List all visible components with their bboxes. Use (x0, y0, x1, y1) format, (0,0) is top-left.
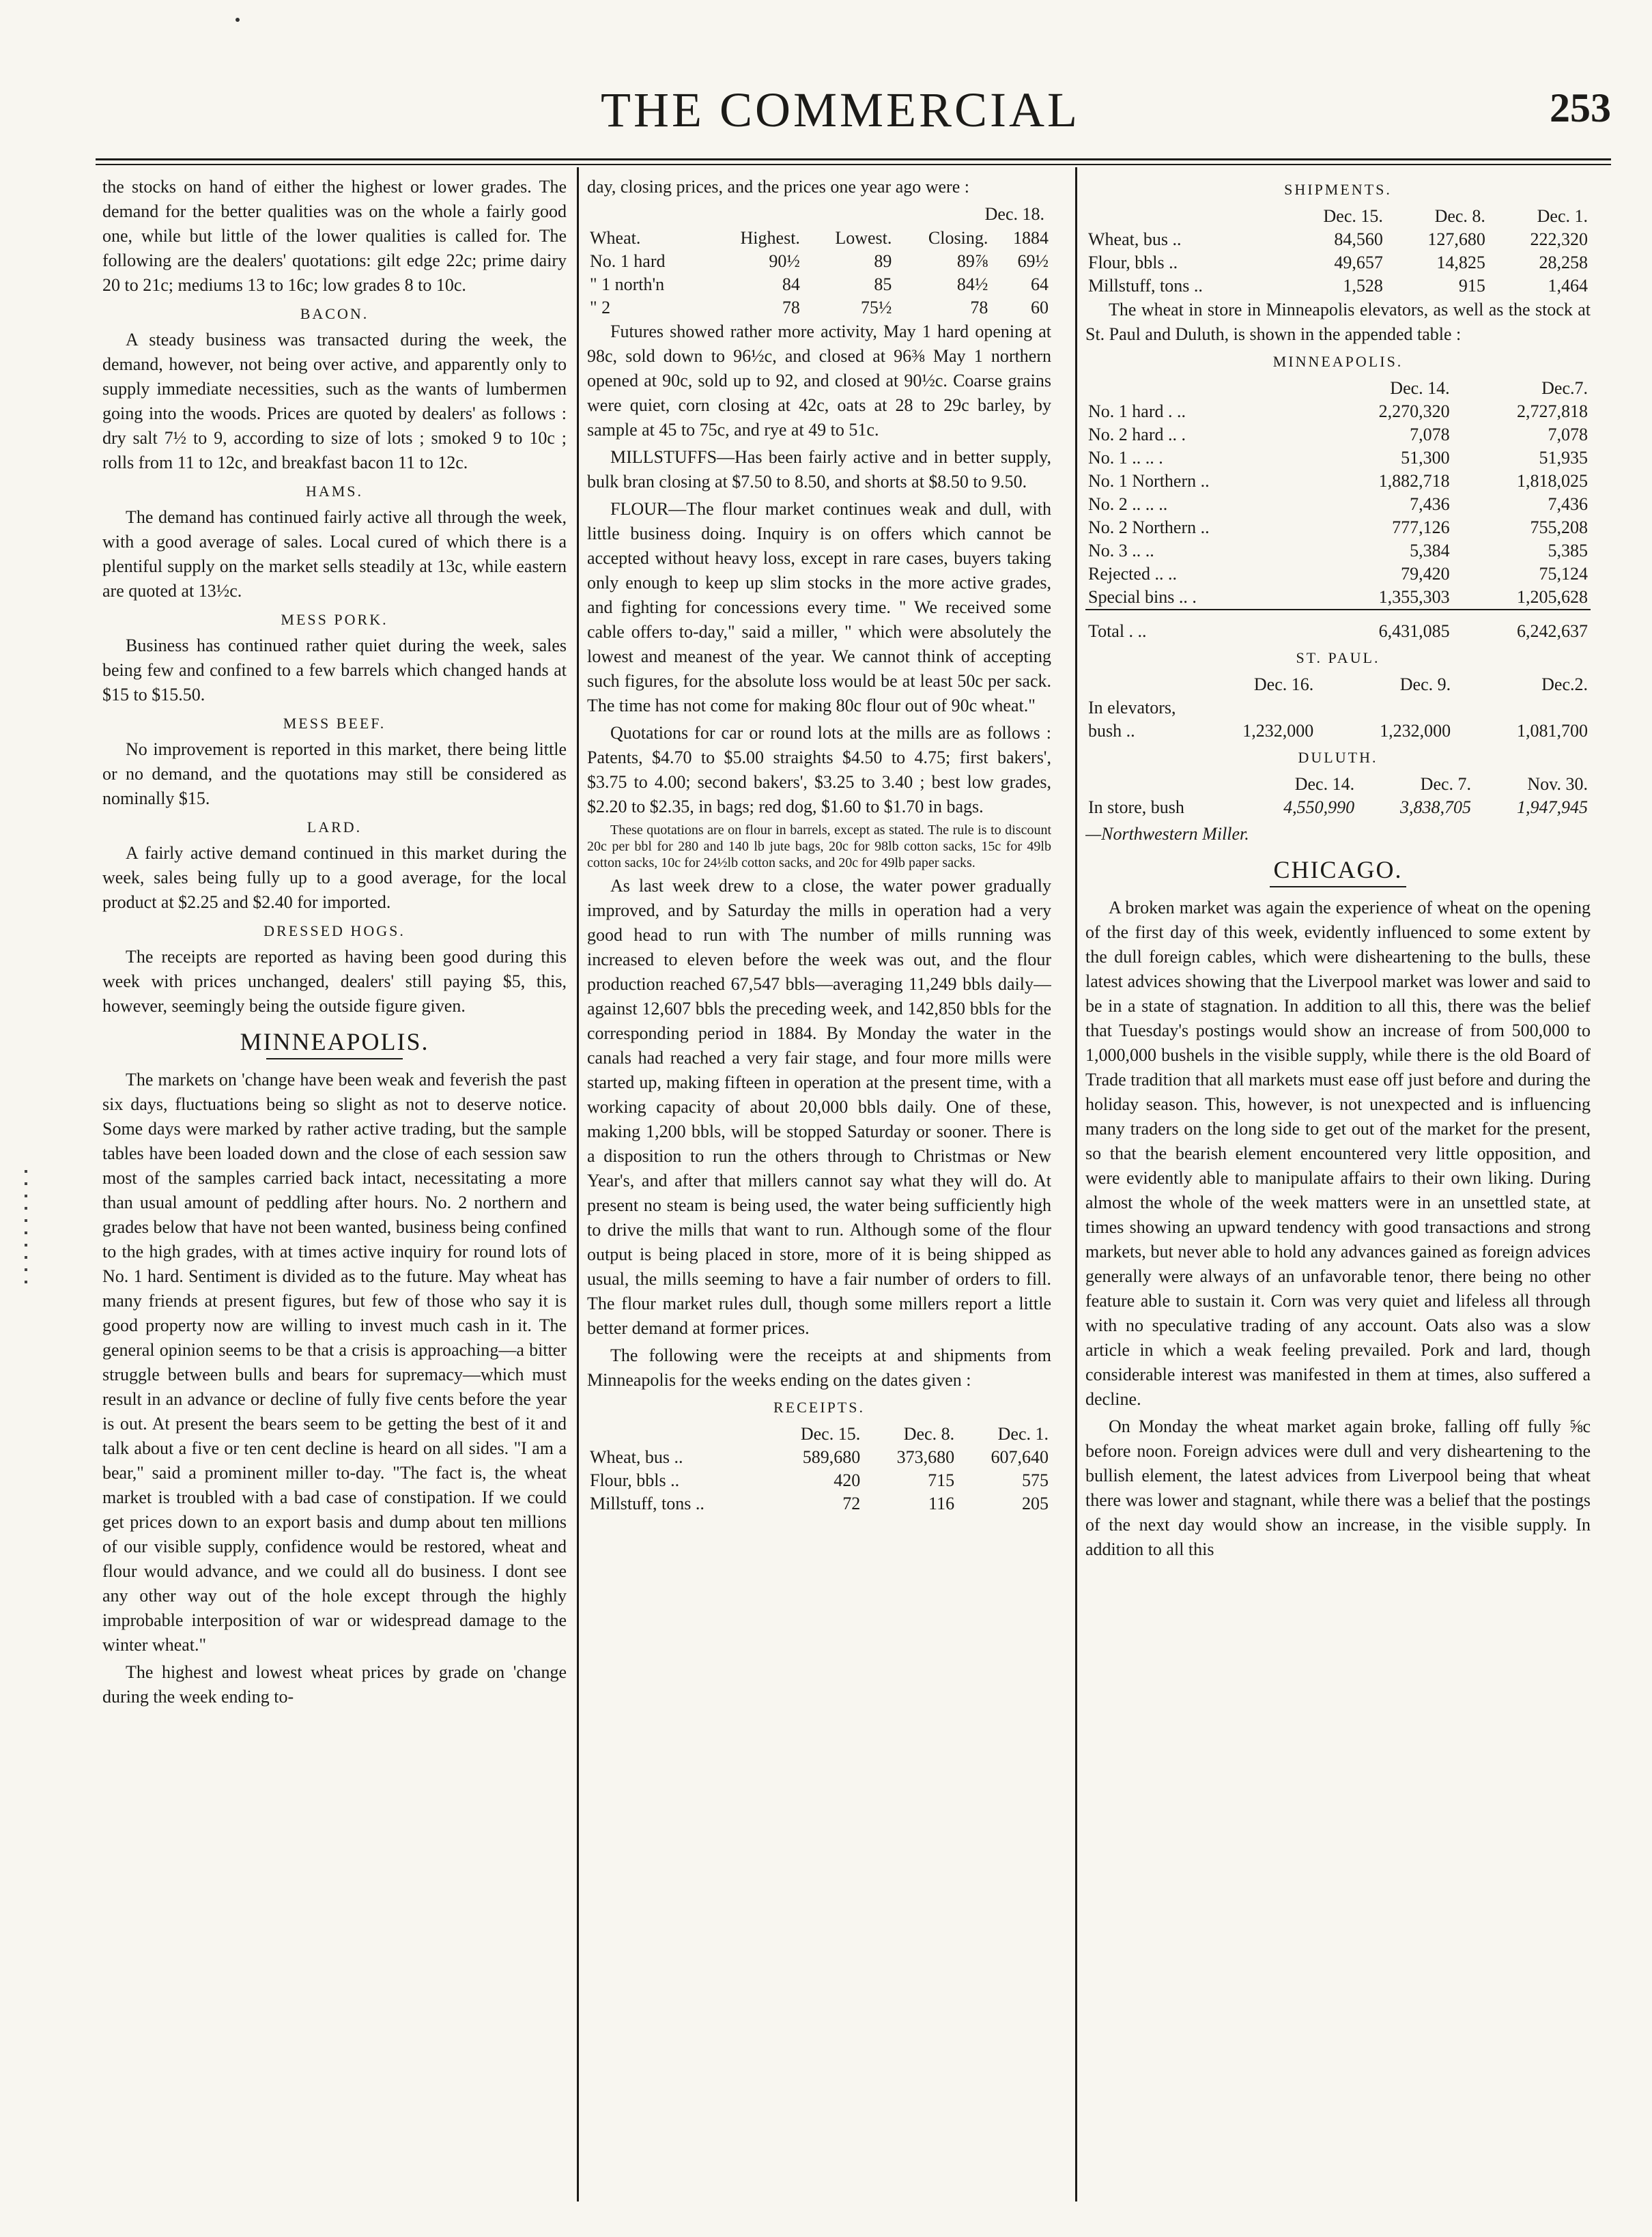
table-cell: 28,258 (1539, 253, 1588, 272)
subhead-dressed-hogs: DRESSED HOGS. (264, 922, 405, 939)
table-cell: In store, bush (1088, 797, 1184, 817)
minneapolis-store-table (1085, 377, 1591, 643)
subhead-lard: LARD. (307, 818, 362, 836)
table-row (1085, 539, 1591, 562)
duluth-table (1085, 773, 1591, 819)
header-cell: Lowest. (835, 228, 892, 248)
table-cell: 90½ (769, 251, 800, 271)
table-cell: No. 3 .. .. (1088, 541, 1154, 560)
wheat-prices-table (587, 227, 1051, 319)
receipts-caption: RECEIPTS. (773, 1399, 865, 1416)
table-cell: 1,464 (1548, 276, 1588, 296)
table-cell: 72 (842, 1494, 861, 1513)
table-cell: 1,882,718 (1378, 471, 1450, 491)
table-header-row (1085, 773, 1591, 796)
table-cell: 715 (928, 1470, 955, 1490)
paragraph-mess-beef: No improvement is reported in this market, there being little or no demand, and the quotations may still be considered as nominally $15. (102, 739, 567, 808)
table-cell: 84½ (956, 274, 988, 294)
table-cell: 7,078 (1410, 425, 1450, 444)
column-3 (1085, 175, 1591, 2209)
paragraph-receipts-intro: The following were the receipts at and shipments from Minneapolis for the weeks ending on the dates given : (587, 1345, 1051, 1390)
header-cell (587, 1423, 766, 1446)
footnote: These quotations are on flour in barrels, except as stated. The rule is to discount 20c per bbl for 280 and 140 lb jute bags, 20c for 98lb cotton sacks, 15c for 49lb cotton sacks, 10c for 24½lb cotton sacks, and 20c for 49lb paper sacks. (587, 823, 1051, 870)
st-paul-caption: ST. PAUL. (1296, 649, 1380, 666)
subhead-mess-beef: MESS BEEF. (283, 715, 386, 732)
table-row (1085, 719, 1591, 743)
table-cell: 75,124 (1539, 564, 1588, 584)
table-cell: Total . .. (1088, 621, 1147, 641)
table-row (1085, 400, 1591, 423)
header-cell: Dec. 14. (1390, 378, 1450, 398)
table-cell: Wheat, bus .. (590, 1447, 683, 1467)
table-row (587, 273, 1051, 296)
publication-title: THE COMMERCIAL (601, 83, 1080, 137)
total-row (1085, 613, 1591, 643)
table-header-row (1085, 205, 1591, 228)
table-cell: 75½ (860, 298, 892, 317)
table-row (1085, 796, 1591, 819)
table-row (1085, 423, 1591, 446)
header-cell: Dec. 14. (1294, 774, 1355, 794)
table-cell: Rejected .. .. (1088, 564, 1177, 584)
table-cell: 2,727,818 (1517, 401, 1588, 421)
table-cell: Flour, bbls .. (590, 1470, 680, 1490)
header-cell: Dec. 8. (903, 1424, 955, 1444)
table-cell: 4,550,990 (1283, 797, 1355, 817)
header-cell (1085, 205, 1280, 228)
paragraph-hams: The demand has continued fairly active all through the week, with a good average of sales. Local cured of which there is a plentiful supply on the market sells steadily at 13c, while eastern are quoted at 13½c. (102, 507, 567, 601)
table-cell: 755,208 (1530, 517, 1588, 537)
page-number: 253 (1550, 85, 1611, 130)
st-paul-table (1085, 673, 1591, 743)
table-row (1085, 470, 1591, 493)
header-cell: Dec. 8. (1434, 206, 1485, 226)
table-row (587, 1446, 1051, 1469)
table-cell: 205 (1022, 1494, 1049, 1513)
table-cell: " 2 (590, 298, 611, 317)
table-header-row (587, 1423, 1051, 1446)
table-cell: 89⅞ (956, 251, 988, 271)
table-cell: 127,680 (1427, 229, 1485, 249)
column-2 (587, 175, 1051, 2209)
heading-underline (266, 1058, 403, 1059)
header-rule-thin (96, 164, 1611, 165)
table-cell: 51,935 (1539, 448, 1588, 468)
column-divider-2 (1075, 167, 1077, 2202)
table-cell: 1,818,025 (1517, 471, 1588, 491)
table-row (1085, 251, 1591, 274)
header-cell: Dec. 16. (1253, 674, 1314, 694)
table-cell: 1,947,945 (1517, 797, 1588, 817)
table-row (1085, 228, 1591, 251)
header-rule (96, 158, 1611, 160)
table-cell: Wheat, bus .. (1088, 229, 1182, 249)
section-heading-text: MINNEAPOLIS. (240, 1028, 429, 1055)
paragraph-millstuffs: MILLSTUFFS—Has been fairly active and in better supply, bulk bran closing at $7.50 to 8.50, and shorts at $8.50 to 9.50. (587, 447, 1051, 491)
table-cell: " 1 north'n (590, 274, 665, 294)
paragraph-dressed-hogs: The receipts are reported as having been good during this week with prices unchanged, dealers' still paying $5, this, however, seemingly being the outside figure given. (102, 947, 567, 1016)
paragraph-chicago-1: A broken market was again the experience of wheat on the opening of the first day of this week, evidently influenced to some extent by the dull foreign cables, which were disheartening to the bulls, these latest advices showing that the Liverpool market was lower and said to be in a state of stagnation. In addition to all this, there was the belief that Tuesday's postings would show an increase of from 500,000 to 1,000,000 bushels in the visible supply, while there is the old Board of Trade tradition that all markets must ease off just before and during the holiday season. This, however, is not unexpected and is influencing many traders on the long side to get out of the market for the present, so that the bearish element encountered very little opposition, and were evidently able to manipulate affairs to their own liking. During almost the whole of the week matters were in an unsettled state, at times showing an upward tendency with good transactions and strong markets, but never able to hold any advances gained as foreign advices generally were always of an unfavorable tenor, there being no other feature able to sustain it. Corn was very quiet and lifeless all through with no speculative trading of any account. Oats also was a slow article in which a weak feeling prevailed. Pork and lard, though considerable interest was manifested in them at times, also suffered a decline. (1085, 898, 1591, 1409)
paragraph-lard: A fairly active demand continued in this market during the week, sales being fully up to a good average, for the local product at $2.25 and $2.40 for imported. (102, 843, 567, 912)
table-cell: 6,242,637 (1517, 621, 1588, 641)
table-cell: 777,126 (1392, 517, 1450, 537)
subhead-mess-pork: MESS PORK. (281, 611, 388, 628)
table-cell: 575 (1022, 1470, 1049, 1490)
heading-underline (1270, 886, 1406, 887)
minneapolis-store-caption: MINNEAPOLIS. (1272, 353, 1404, 370)
table-cell: Flour, bbls .. (1088, 253, 1178, 272)
table-cell: 2,270,320 (1378, 401, 1450, 421)
table-cell: No. 2 Northern .. (1088, 517, 1210, 537)
column-1 (102, 175, 567, 2209)
table-cell: 49,657 (1334, 253, 1383, 272)
header-cell: Wheat. (590, 228, 641, 248)
table-cell: 1,528 (1343, 276, 1383, 296)
header-cell: Dec. 9. (1399, 674, 1451, 694)
table-cell: 589,680 (802, 1447, 861, 1467)
table-cell: 607,640 (991, 1447, 1049, 1467)
table-cell: 915 (1458, 276, 1485, 296)
table-cell: 51,300 (1401, 448, 1450, 468)
receipts-table (587, 1423, 1051, 1515)
table-cell: 69½ (1017, 251, 1049, 271)
header-cell: Dec. 7. (1420, 774, 1472, 794)
header-cell: Dec. 1. (997, 1424, 1049, 1444)
header-cell: Dec.7. (1541, 378, 1588, 398)
paragraph-futures: Futures showed rather more activity, May 1 hard opening at 98c, sold down to 96½c, and closed at 96⅜ May 1 northern opened at 90c, sold up to 92, and closed at 90½c. Coarse grains were quiet, corn closing at 42c, oats at 28 to 29c barley, by sample at 45 to 75c, and rye at 49 to 51c. (587, 322, 1051, 440)
section-heading-minneapolis (102, 1029, 567, 1059)
header-cell: 1884 (1013, 228, 1049, 248)
table-cell: 7,436 (1410, 494, 1450, 514)
table-cell: Millstuff, tons .. (1088, 276, 1203, 296)
table-cell: 78 (970, 298, 988, 317)
paragraph-mess-pork: Business has continued rather quiet during the week, sales being few and confined to a few barrels which changed hands at $15 to $15.50. (102, 636, 567, 704)
paragraph: the stocks on hand of either the highest or lower grades. The demand for the better qualities was on the whole a fairly good one, while but little of the lower qualities is called for. The following are the dealers' quotations: gilt edge 22c; prime dairy 20 to 21c; mediums 13 to 16c; low grades 8 to 10c. (102, 177, 567, 295)
table-cell: 5,385 (1548, 541, 1588, 560)
table-cell: 79,420 (1401, 564, 1450, 584)
paragraph-water-power: As last week drew to a close, the water power gradually improved, and by Saturday the mills in operation had a very good head to run with The number of mills running was increased to eleven before the week was out, and the flour production reached 67,547 bbls—averaging 11,249 bbls daily—against 12,607 bbls the preceding week, and 142,850 bbls for the corresponding period in 1884. By Monday the water in the canals had reached a very fair stage, and four more mills were started up, making fifteen in operation at the present time, with a working capacity of about 20,000 bbls daily. One of these, making 1,200 bbls, will be stopped Saturday or sooner. There is a disposition to run the others through to Christmas or New Year's, and after that millers cannot say what they will do. At present no steam is being used, the water being sufficiently high to drive the mills that want to run. Although some of the flour output is being placed in store, more of it is being shipped as usual, the mills seeming to have a fair number of orders to fill. The flour market rules dull, though some millers report a little better demand at former prices. (587, 876, 1051, 1338)
column-divider-1 (577, 167, 579, 2202)
table-cell: 3,838,705 (1400, 797, 1472, 817)
table-cell: 85 (874, 274, 892, 294)
subhead-bacon: BACON. (300, 305, 369, 322)
table-cell: 1,355,303 (1378, 587, 1450, 607)
table-cell: 7,078 (1548, 425, 1588, 444)
paragraph-bacon: A steady business was transacted during the week, the demand, however, not being over active, and apparently only to supply immediate necessities, such as the wants of lumbermen going into the woods. Prices are quoted by dealers' as follows : dry salt 7½ to 9, according to size of lots ; smoked 9 to 10c ; rolls from 11 to 12c, and breakfast bacon 11 to 12c. (102, 330, 567, 472)
table-cell: 1,081,700 (1517, 721, 1588, 741)
table-cell: In elevators, (1088, 698, 1176, 717)
header-cell: Nov. 30. (1527, 774, 1588, 794)
subhead-hams: HAMS. (305, 483, 364, 500)
table-row (1085, 446, 1591, 470)
header-cell: Closing. (928, 228, 988, 248)
paragraph-chicago-2: On Monday the wheat market again broke, falling off fully ⅝c before noon. Foreign advices were dull and very disheartening to the bullish element, the latest advices from Liverpool being that wheat there was lower and stagnant, while there was a belief that the postings of the next day would show an increase, in the visible supply. In addition to all this (1085, 1416, 1591, 1559)
table-header-row (587, 227, 1051, 250)
table-cell: No. 1 hard . .. (1088, 401, 1186, 421)
table-cell: 84,560 (1334, 229, 1383, 249)
table-cell: 5,384 (1410, 541, 1450, 560)
paragraph: day, closing prices, and the prices one year ago were : (587, 177, 969, 197)
table-cell: 6,431,085 (1378, 621, 1450, 641)
table-row (587, 1469, 1051, 1492)
table-cell: 373,680 (896, 1447, 955, 1467)
table-cell: 60 (1031, 298, 1049, 317)
table-date: Dec. 18. (984, 204, 1044, 224)
table-cell: No. 1 .. .. . (1088, 448, 1163, 468)
table-cell: 84 (782, 274, 800, 294)
table-row (1085, 516, 1591, 539)
table-row (1085, 274, 1591, 298)
table-cell: 1,232,000 (1242, 721, 1314, 741)
table-cell: 1,205,628 (1517, 587, 1588, 607)
paragraph-quotations: Quotations for car or round lots at the mills are as follows : Patents, $4.70 to $5.00 straights $4.50 to 4.75; first bakers', $3.75 to 4.00; second bakers', $3.25 to 3.40 ; best low grades, $2.20 to $2.35, in bags; red dog, $1.60 to $1.70 in bags. (587, 723, 1051, 816)
paragraph-store-intro: The wheat in store in Minneapolis elevators, as well as the stock at St. Paul and Duluth, is shown in the appended table : (1085, 300, 1591, 344)
header-cell: Dec. 1. (1537, 206, 1588, 226)
table-header-row (1085, 673, 1591, 696)
duluth-caption: DULUTH. (1298, 749, 1378, 766)
header-cell: Dec.2. (1541, 674, 1588, 694)
table-row (587, 250, 1051, 273)
paragraph-minneapolis-1: The markets on 'change have been weak and feverish the past six days, fluctuations being so slight as not to deserve notice. Some days were marked by rather active trading, but the sample tables have been loaded down and the close of each session saw most of the samples carried back intact, necessitating a more than usual amount of peddling after hours. No. 2 northern and grades below that have not been wanted, business being confined to the high grades, with at times active inquiry for round lots of No. 1 hard. Sentiment is divided as to the future. May wheat has many friends at present figures, but few of those who say it is good property now are willing to invest much cash in it. The general opinion seems to be that a crisis is approaching—a bitter struggle between bulls and bears for supremacy—which must result in an advance or decline of fully five cents before the year is out. At present the bears seem to be getting the best of it and talk about a five or ten cent decline is heard on all sides. "I am a bear," said a prominent miller to-day. "The fact is, the wheat market is troubled with a bad case of constipation. If we could get prices down to an export basis and dump about ten millions of our visible supply, confidence would be restored, wheat and flour would advance, and we could all do business. I dont see any other way out of the hole except through the highly improbable interposition of war or widespread damage to the winter wheat." (102, 1070, 567, 1655)
table-row (587, 296, 1051, 319)
table-cell: No. 1 hard (590, 251, 666, 271)
header-cell: Dec. 15. (800, 1424, 861, 1444)
table-cell: 420 (834, 1470, 861, 1490)
paragraph-minneapolis-2: The highest and lowest wheat prices by grade on 'change during the week ending to- (102, 1662, 567, 1707)
paragraph-flour: FLOUR—The flour market continues weak and dull, with little business doing. Inquiry is on offers which cannot be accepted without heavy loss, except in rare cases, buyers taking only enough to keep up slim stocks in the more active grades, and fighting for concessions every time. " We received some cable offers to-day," said a miller, " which were absolutely the lowest and meanest of the year. We cannot think of accepting such figures, for the absolute loss would be at least 50c per sack. The time has not come for making 80c flour out of 90c wheat." (587, 499, 1051, 715)
table-row (1085, 562, 1591, 586)
table-cell: 222,320 (1530, 229, 1588, 249)
table-cell: 78 (782, 298, 800, 317)
shipments-table (1085, 205, 1591, 298)
section-heading-text: CHICAGO. (1273, 856, 1403, 883)
header-cell (1085, 377, 1314, 400)
header-cell (1085, 673, 1179, 696)
source-attribution: —Northwestern Miller. (1085, 824, 1249, 844)
table-row (1085, 586, 1591, 610)
table-cell: No. 2 .. .. .. (1088, 494, 1168, 514)
table-cell: No. 1 Northern .. (1088, 471, 1210, 491)
table-row (587, 1492, 1051, 1515)
table-cell: Millstuff, tons .. (590, 1494, 704, 1513)
masthead (0, 0, 1652, 157)
binding-edge-marks (12, 1160, 40, 1652)
table-cell: bush .. (1088, 721, 1135, 741)
table-cell: Special bins .. . (1088, 587, 1197, 607)
header-cell: Highest. (740, 228, 800, 248)
table-header-row (1085, 377, 1591, 400)
shipments-caption: SHIPMENTS. (1284, 181, 1392, 198)
header-cell (1085, 773, 1240, 796)
table-cell: 1,232,000 (1380, 721, 1451, 741)
table-cell: 89 (874, 251, 892, 271)
table-cell: 7,436 (1548, 494, 1588, 514)
table-cell: 14,825 (1436, 253, 1485, 272)
section-heading-chicago (1085, 857, 1591, 887)
table-cell: No. 2 hard .. . (1088, 425, 1186, 444)
table-row (1085, 493, 1591, 516)
table-cell: 116 (928, 1494, 955, 1513)
table-row (1085, 696, 1591, 719)
header-cell: Dec. 15. (1323, 206, 1383, 226)
table-cell: 64 (1031, 274, 1049, 294)
